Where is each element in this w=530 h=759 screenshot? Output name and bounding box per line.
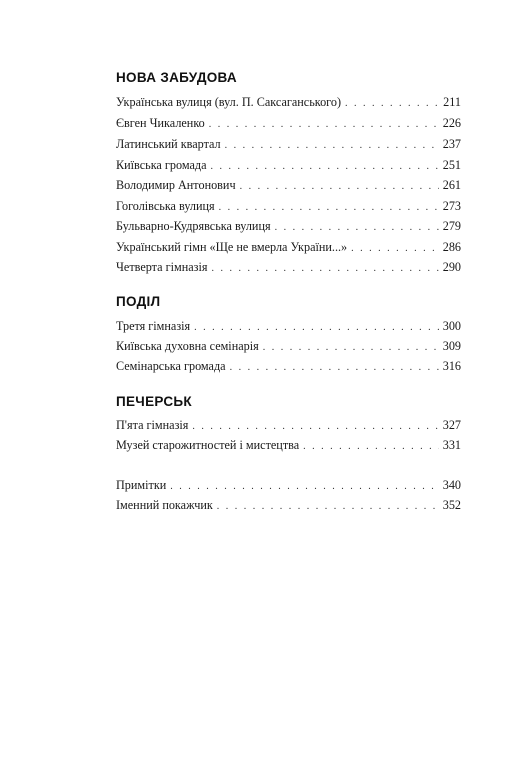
- entry-page: 261: [442, 178, 461, 192]
- dot-leader: [217, 499, 439, 515]
- entry-title: Євген Чикаленко: [116, 116, 205, 130]
- entry-title: Київська громада: [116, 158, 207, 172]
- entry-title: Українська вулиця (вул. П. Саксаганського): [116, 95, 342, 109]
- toc-entry: [116, 198, 461, 214]
- entry-title: Музей старожитностей і мистецтва: [116, 438, 300, 452]
- entry-page: 340: [442, 478, 461, 492]
- toc-entry: [116, 318, 461, 334]
- entry-title: Примітки: [116, 478, 167, 492]
- entry-title: Український гімн «Ще не вмерла України...»: [116, 240, 348, 254]
- dot-leader: [351, 241, 439, 257]
- toc-entry: [116, 94, 461, 110]
- toc-entry: [116, 338, 461, 354]
- entry-title: Семінарська громада: [116, 359, 226, 373]
- entry-page: 279: [442, 219, 461, 233]
- entry-page: 226: [442, 116, 461, 130]
- toc-entry: [116, 157, 461, 173]
- toc-entry: [116, 239, 461, 255]
- section-heading: ПЕЧЕРСЬК: [116, 394, 192, 409]
- dot-leader: [194, 320, 439, 336]
- entry-title: Іменний покажчик: [116, 498, 213, 512]
- dot-leader: [209, 117, 439, 133]
- dot-leader: [345, 96, 439, 112]
- dot-leader: [240, 179, 439, 195]
- entry-page: 316: [442, 359, 461, 373]
- toc-entry: [116, 136, 461, 152]
- entry-page: 286: [442, 240, 461, 254]
- entry-title: Київська духовна семінарія: [116, 339, 259, 353]
- dot-leader: [192, 419, 438, 435]
- entry-title: Гоголівська вулиця: [116, 199, 215, 213]
- toc-entry: [116, 417, 461, 433]
- entry-page: 251: [442, 158, 461, 172]
- dot-leader: [225, 138, 439, 154]
- entry-title: Бульварно-Кудрявська вулиця: [116, 219, 271, 233]
- toc-entry: [116, 358, 461, 374]
- section-heading: ПОДІЛ: [116, 294, 161, 309]
- entry-page: 331: [442, 438, 461, 452]
- entry-title: Латинський квартал: [116, 137, 221, 151]
- entry-title: Володимир Антонович: [116, 178, 236, 192]
- entry-page: 327: [442, 418, 461, 432]
- toc-entry: [116, 177, 461, 193]
- entry-page: 211: [443, 95, 461, 109]
- dot-leader: [263, 340, 439, 356]
- entry-title: П'ята гімназія: [116, 418, 189, 432]
- entry-page: 290: [442, 260, 461, 274]
- dot-leader: [230, 360, 439, 376]
- entry-page: 352: [442, 498, 461, 512]
- entry-page: 237: [442, 137, 461, 151]
- toc-entry: [116, 115, 461, 131]
- section-heading: НОВА ЗАБУДОВА: [116, 70, 237, 85]
- entry-title: Четверта гімназія: [116, 260, 208, 274]
- dot-leader: [275, 220, 439, 236]
- toc-entry: [116, 497, 461, 513]
- entry-page: 309: [442, 339, 461, 353]
- dot-leader: [211, 261, 438, 277]
- entry-page: 300: [442, 319, 461, 333]
- toc-entry: [116, 437, 461, 453]
- toc-entry: [116, 259, 461, 275]
- toc-entry: [116, 477, 461, 493]
- entry-page: 273: [442, 199, 461, 213]
- dot-leader: [170, 479, 438, 495]
- dot-leader: [303, 439, 439, 455]
- toc-entry: [116, 218, 461, 234]
- entry-title: Третя гімназія: [116, 319, 191, 333]
- dot-leader: [210, 159, 438, 175]
- dot-leader: [219, 200, 439, 216]
